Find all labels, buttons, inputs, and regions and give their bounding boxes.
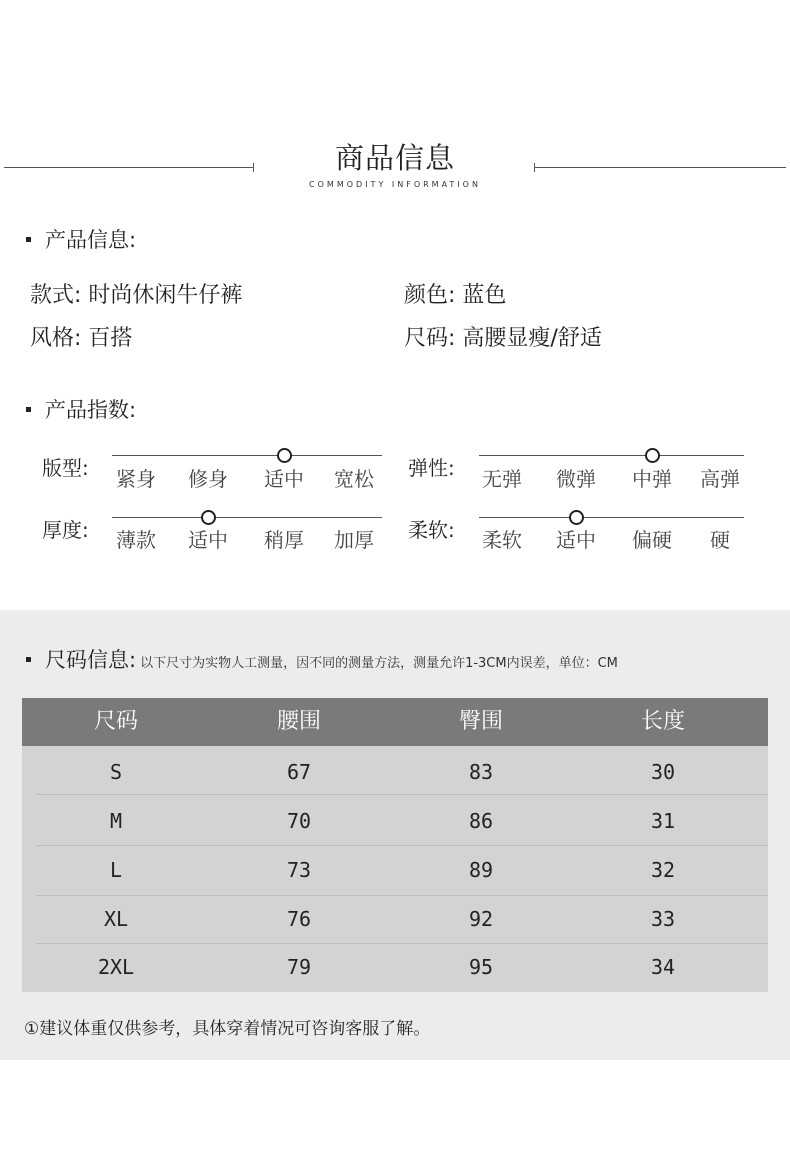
size-table-header-cell: 臀围: [458, 709, 503, 734]
scale-option: 宽松: [334, 467, 374, 491]
scale-label: 版型:: [42, 456, 89, 480]
size-footnote: ①建议体重仅供参考，具体穿着情况可咨询客服了解。: [24, 1019, 431, 1039]
table-row-divider: [36, 845, 768, 846]
scale-option: 适中: [556, 528, 596, 552]
product-index-heading: [26, 394, 136, 424]
size-cell: 2XL: [97, 955, 135, 979]
measurement-cell: 70: [286, 809, 312, 833]
scale-track: [112, 517, 382, 518]
table-row-divider: [36, 794, 768, 795]
scale-selected-marker: [569, 510, 584, 525]
measurement-cell: 31: [650, 809, 676, 833]
scale-option: 修身: [188, 467, 228, 491]
scale-option: 适中: [188, 528, 228, 552]
genre-field: 风格: 百搭: [30, 326, 133, 351]
color-field: 颜色: 蓝色: [404, 283, 507, 308]
measurement-cell: 67: [286, 760, 312, 784]
measurement-cell: 95: [468, 955, 494, 979]
scale-selected-marker: [645, 448, 660, 463]
page-title: 商品信息: [334, 141, 455, 175]
size-cell: M: [109, 809, 123, 833]
size-cell: XL: [103, 907, 129, 931]
size-info-note: 以下尺寸为实物人工测量，因不同的测量方法，测量允许1-3CM内误差，单位：CM: [140, 656, 618, 671]
size-type-field: 尺码: 高腰显瘦/舒适: [404, 326, 602, 351]
product-info-heading: [26, 224, 136, 254]
measurement-cell: 73: [286, 858, 312, 882]
scale-option: 紧身: [116, 467, 156, 491]
table-row-divider: [36, 943, 768, 944]
measurement-cell: 33: [650, 907, 676, 931]
size-table-header-cell: 长度: [640, 709, 685, 734]
size-cell: L: [109, 858, 123, 882]
scale-option: 中弹: [632, 467, 672, 491]
table-row-divider: [36, 895, 768, 896]
scale-label: 厚度:: [42, 518, 89, 542]
scale-option: 微弹: [556, 467, 596, 491]
size-table-header-cell: 腰围: [276, 709, 321, 734]
product-index-heading-text: 产品指数:: [45, 398, 137, 422]
bullet-icon: [26, 657, 31, 662]
scale-option: 高弹: [700, 467, 740, 491]
measurement-cell: 30: [650, 760, 676, 784]
measurement-cell: 89: [468, 858, 494, 882]
scale-option: 硬: [710, 528, 730, 552]
measurement-cell: 86: [468, 809, 494, 833]
scale-label: 弹性:: [408, 456, 455, 480]
size-table-header: [22, 698, 768, 746]
scale-track: [479, 517, 744, 518]
measurement-cell: 32: [650, 858, 676, 882]
scale-option: 柔软: [482, 528, 522, 552]
size-table-header-cell: 尺码: [93, 709, 138, 734]
bullet-icon: [26, 407, 31, 412]
scale-label: 柔软:: [408, 518, 455, 542]
scale-option: 适中: [264, 467, 304, 491]
size-info-heading-text: 尺码信息:: [45, 648, 137, 672]
scale-selected-marker: [277, 448, 292, 463]
scale-option: 稍厚: [264, 528, 304, 552]
measurement-cell: 34: [650, 955, 676, 979]
style-field: 款式: 时尚休闲牛仔裤: [30, 283, 243, 308]
product-info-heading-text: 产品信息:: [45, 228, 137, 252]
scale-option: 加厚: [334, 528, 374, 552]
scale-option: 偏硬: [632, 528, 672, 552]
bullet-icon: [26, 237, 31, 242]
scale-option: 薄款: [116, 528, 156, 552]
size-cell: S: [109, 760, 123, 784]
measurement-cell: 76: [286, 907, 312, 931]
scale-track: [479, 455, 744, 456]
scale-track: [112, 455, 382, 456]
scale-selected-marker: [201, 510, 216, 525]
measurement-cell: 83: [468, 760, 494, 784]
page-subtitle: COMMODITY INFORMATION: [309, 180, 481, 189]
size-info-heading: [26, 644, 618, 674]
scale-option: 无弹: [482, 467, 522, 491]
measurement-cell: 92: [468, 907, 494, 931]
measurement-cell: 79: [286, 955, 312, 979]
